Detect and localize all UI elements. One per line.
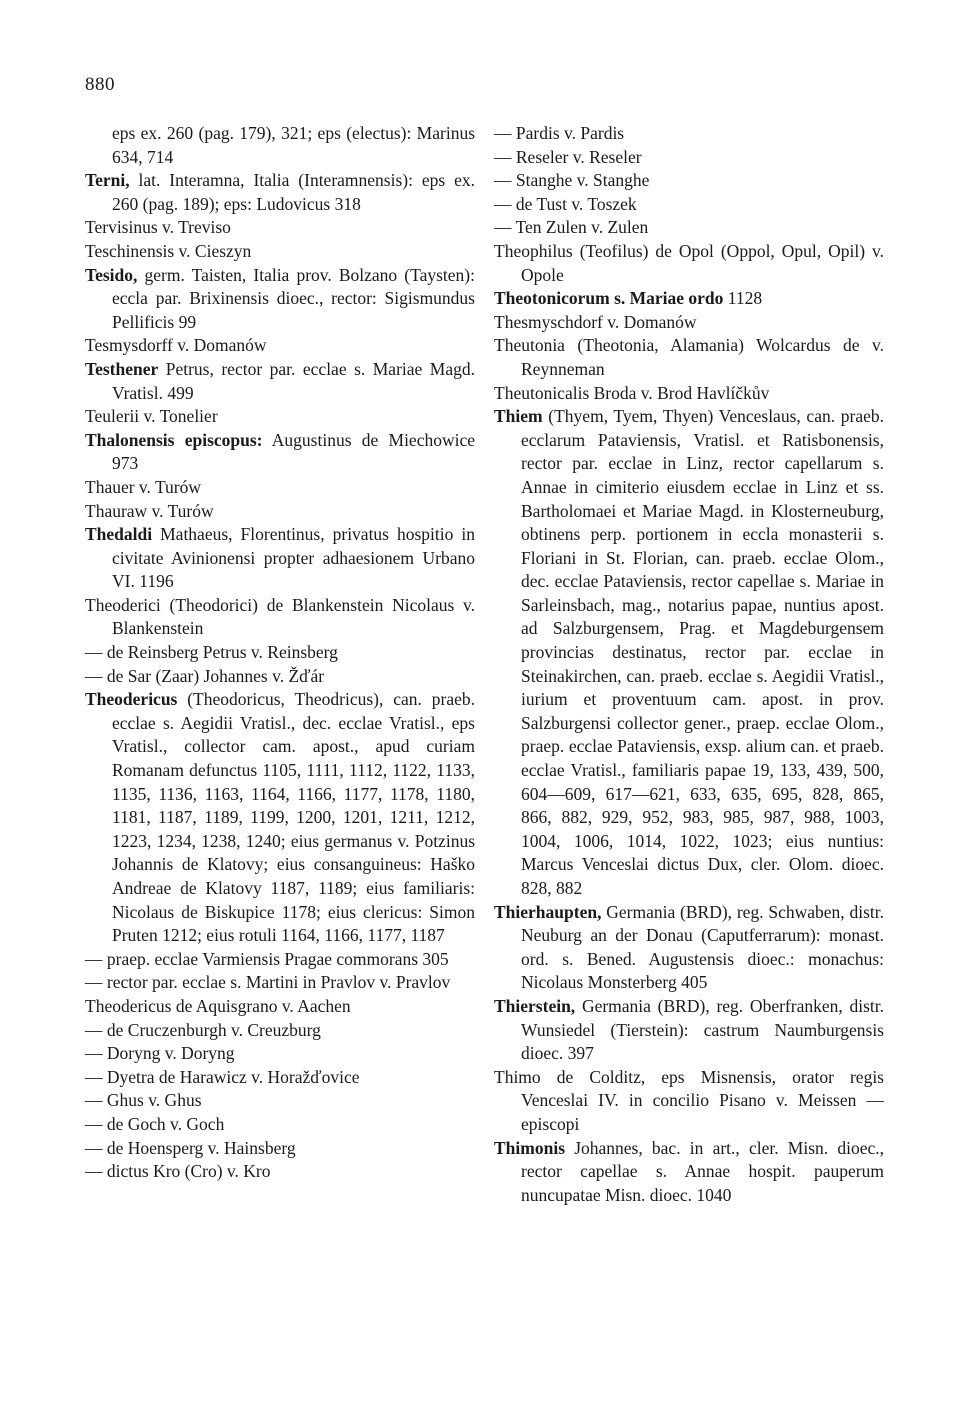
index-entry bbox=[494, 1137, 884, 1208]
page-number: 880 bbox=[85, 74, 115, 95]
index-entry bbox=[494, 146, 884, 170]
entry-text: Mathaeus, Florentinus, privatus hospitio in civitate Avinionensi propter adhaesionem Urbano VI. 1196 bbox=[112, 524, 475, 592]
entry-text: Germania (BRD), reg. Schwaben, distr. Neuburg an der Donau (Caputferrarum): monast. ord. s. Bened. Augustensis dioec.: monachus: Nicolaus Monsterberg 405 bbox=[521, 901, 884, 993]
index-entry bbox=[85, 122, 475, 169]
entry-text: — de Goch v. Goch bbox=[85, 1113, 225, 1134]
entry-text: Tervisinus v. Treviso bbox=[85, 217, 231, 238]
index-entry bbox=[85, 1113, 475, 1137]
index-entry bbox=[85, 688, 475, 948]
entry-text: Augustinus de Miechowice 973 bbox=[112, 429, 475, 474]
index-entry bbox=[494, 193, 884, 217]
entry-headword: Tesido, bbox=[85, 264, 138, 285]
index-entry bbox=[494, 1066, 884, 1137]
entry-text: Theutonicalis Broda v. Brod Havlíčkův bbox=[494, 382, 770, 403]
entry-text: — Doryng v. Doryng bbox=[85, 1043, 235, 1064]
entry-text: — Dyetra de Harawicz v. Horažďovice bbox=[85, 1066, 360, 1087]
entry-text: eps ex. 260 (pag. 179), 321; eps (electus): Marinus 634, 714 bbox=[112, 123, 475, 167]
entry-text: Theodericus de Aquisgrano v. Aachen bbox=[85, 995, 351, 1016]
right-column bbox=[494, 122, 884, 1207]
entry-text: — de Hoensperg v. Hainsberg bbox=[85, 1137, 296, 1158]
entry-headword: Terni, bbox=[85, 170, 130, 191]
index-entry bbox=[85, 1042, 475, 1066]
entry-text: Johannes, bac. in art., cler. Misn. dioec., rector capellae s. Annae hospit. pauperum nuncupatae Misn. dioec. 1040 bbox=[521, 1137, 884, 1205]
index-entry bbox=[85, 476, 475, 500]
entry-text: — dictus Kro (Cro) v. Kro bbox=[85, 1161, 271, 1182]
entry-text: Theophilus (Teofilus) de Opol (Oppol, Opul, Opil) v. Opole bbox=[494, 240, 884, 285]
index-entry bbox=[494, 169, 884, 193]
entry-text: Theoderici (Theodorici) de Blankenstein Nicolaus v. Blankenstein bbox=[85, 594, 475, 639]
entry-text: — de Reinsberg Petrus v. Reinsberg bbox=[85, 642, 338, 663]
entry-text: Theutonia (Theotonia, Alamania) Wolcardus de v. Reynneman bbox=[494, 335, 884, 379]
entry-text: — praep. ecclae Varmiensis Pragae commorans 305 bbox=[85, 948, 449, 969]
index-entry bbox=[494, 901, 884, 995]
index-entry bbox=[85, 1066, 475, 1090]
index-entry bbox=[494, 240, 884, 287]
index-entry bbox=[85, 216, 475, 240]
index-entry bbox=[494, 216, 884, 240]
entry-text: lat. Interamna, Italia (Interamnensis): eps ex. 260 (pag. 189); eps: Ludovicus 318 bbox=[112, 170, 475, 214]
entry-text: Petrus, rector par. ecclae s. Mariae Magd. Vratisl. 499 bbox=[112, 358, 475, 403]
entry-headword: Thimonis bbox=[494, 1137, 565, 1158]
entry-headword: Thiem bbox=[494, 406, 543, 427]
index-entry bbox=[494, 287, 884, 311]
entry-text: (Theodoricus, Theodricus), can. praeb. ecclae s. Aegidii Vratisl., dec. ecclae Vratisl., eps Vratisl., collector cam. apost., apud curiam Romanam defunctus 1105, 1111, 1112, 1122, 1133, 1135, 1136, 1163, 1164, 1166, 1177, 1178, 1180, 1181, 1187, 1189, 1199, 1200, 1201, 1211, 1212, 1223, 1234, 1238, 1240; eius germanus v. Potzinus Johannis de Klatovy; eius consanguineus: Haško Andreae de Klatovy 1187, 1189; eius familiaris: Nicolaus de Biskupice 1178; eius clericus: Simon Pruten 1212; eius rotuli 1164, 1166, 1177, 1187 bbox=[112, 689, 475, 946]
index-entry bbox=[494, 311, 884, 335]
index-entry bbox=[85, 1137, 475, 1161]
entry-text: — de Sar (Zaar) Johannes v. Žďár bbox=[85, 665, 325, 686]
entry-text: — Pardis v. Pardis bbox=[494, 123, 625, 143]
entry-headword: Thierhaupten, bbox=[494, 901, 602, 922]
entry-text: — rector par. ecclae s. Martini in Pravlov v. Pravlov bbox=[85, 972, 451, 993]
entry-headword: Testhener bbox=[85, 358, 159, 379]
entry-headword: Thedaldi bbox=[85, 524, 153, 545]
entry-text: Thauer v. Turów bbox=[85, 476, 202, 497]
index-entry bbox=[494, 382, 884, 406]
index-entry bbox=[494, 334, 884, 381]
entry-text: germ. Taisten, Italia prov. Bolzano (Taysten): eccla par. Brixinensis dioec., rector: Sigismundus Pellificis 99 bbox=[112, 264, 475, 332]
index-entry bbox=[85, 240, 475, 264]
entry-headword: Theotonicorum s. Mariae ordo bbox=[494, 288, 724, 309]
entry-headword: Thalonensis episcopus: bbox=[85, 429, 263, 450]
entry-text: — Stanghe v. Stanghe bbox=[494, 170, 650, 191]
index-entry bbox=[85, 948, 475, 972]
left-column bbox=[85, 122, 475, 1184]
index-entry bbox=[494, 405, 884, 900]
entry-text: — Ten Zulen v. Zulen bbox=[494, 217, 649, 238]
index-entry bbox=[494, 122, 884, 146]
index-entry bbox=[85, 500, 475, 524]
entry-text: Thimo de Colditz, eps Misnensis, orator regis Venceslai IV. in concilio Pisano v. Meissen — episcopi bbox=[494, 1066, 884, 1134]
index-entry bbox=[85, 264, 475, 335]
index-entry bbox=[85, 971, 475, 995]
entry-headword: Thierstein, bbox=[494, 995, 576, 1016]
entry-text: Tesmysdorff v. Domanów bbox=[85, 335, 267, 356]
entry-text: — Reseler v. Reseler bbox=[494, 146, 642, 167]
index-entry bbox=[85, 665, 475, 689]
index-entry bbox=[85, 405, 475, 429]
index-entry bbox=[85, 1160, 475, 1184]
entry-text: Thesmyschdorf v. Domanów bbox=[494, 311, 697, 332]
entry-text: (Thyem, Tyem, Thyen) Venceslaus, can. praeb. ecclarum Pataviensis, Vratisl. et Ratisbonensis, rector par. ecclae in Linz, rector capellarum s. Annae in cimiterio eiusdem ecclae in Linz et ss. Bartholomaei et Mariae Magd. in Klosterneuburg, obtinens perp. portionem in eccla monasterii s. Floriani in St. Florian, can. praeb. ecclae Olom., dec. ecclae Pataviensis, rector capellae s. Mariae in Sarleinsbach, mag., notarius papae, nuntius apost. ad Salzburgensem, Prag. et Magdeburgensem provincias destinatus, rector par. ecclae in Steinakirchen, can. praeb. ecclae s. Aegidii Vratisl., iurium et proventuum cam. apost. in prov. Salzburgensi collector gener., praep. ecclae Olom., praep. ecclae Pataviensis, exsp. alium can. et praeb. ecclae Vratisl., familiaris papae 19, 133, 439, 500, 604—609, 617—621, 633, 635, 695, 828, 865, 866, 882, 929, 952, 983, 985, 987, 988, 1003, 1004, 1006, 1014, 1022, 1023; eius nuntius: Marcus Venceslai dictus Dux, cler. Olom. dioec. 828, 882 bbox=[521, 406, 884, 898]
entry-text: Teulerii v. Tonelier bbox=[85, 406, 218, 427]
index-entry bbox=[85, 429, 475, 476]
index-entry bbox=[85, 1019, 475, 1043]
entry-headword: Theodericus bbox=[85, 689, 178, 710]
entry-text: Thauraw v. Turów bbox=[85, 500, 214, 521]
index-entry bbox=[85, 523, 475, 594]
entry-text: — Ghus v. Ghus bbox=[85, 1090, 202, 1111]
entry-text: — de Cruczenburgh v. Creuzburg bbox=[85, 1019, 321, 1040]
index-entry bbox=[85, 594, 475, 641]
index-entry bbox=[85, 358, 475, 405]
index-entry bbox=[494, 995, 884, 1066]
index-entry bbox=[85, 1089, 475, 1113]
index-entry bbox=[85, 641, 475, 665]
index-entry bbox=[85, 334, 475, 358]
index-entry bbox=[85, 995, 475, 1019]
entry-text: 1128 bbox=[723, 288, 763, 309]
entry-text: Germania (BRD), reg. Oberfranken, distr. Wunsiedel (Tierstein): castrum Naumburgensis dioec. 397 bbox=[521, 995, 884, 1064]
entry-text: — de Tust v. Toszek bbox=[494, 193, 637, 214]
entry-text: Teschinensis v. Cieszyn bbox=[85, 240, 252, 261]
index-entry bbox=[85, 169, 475, 216]
